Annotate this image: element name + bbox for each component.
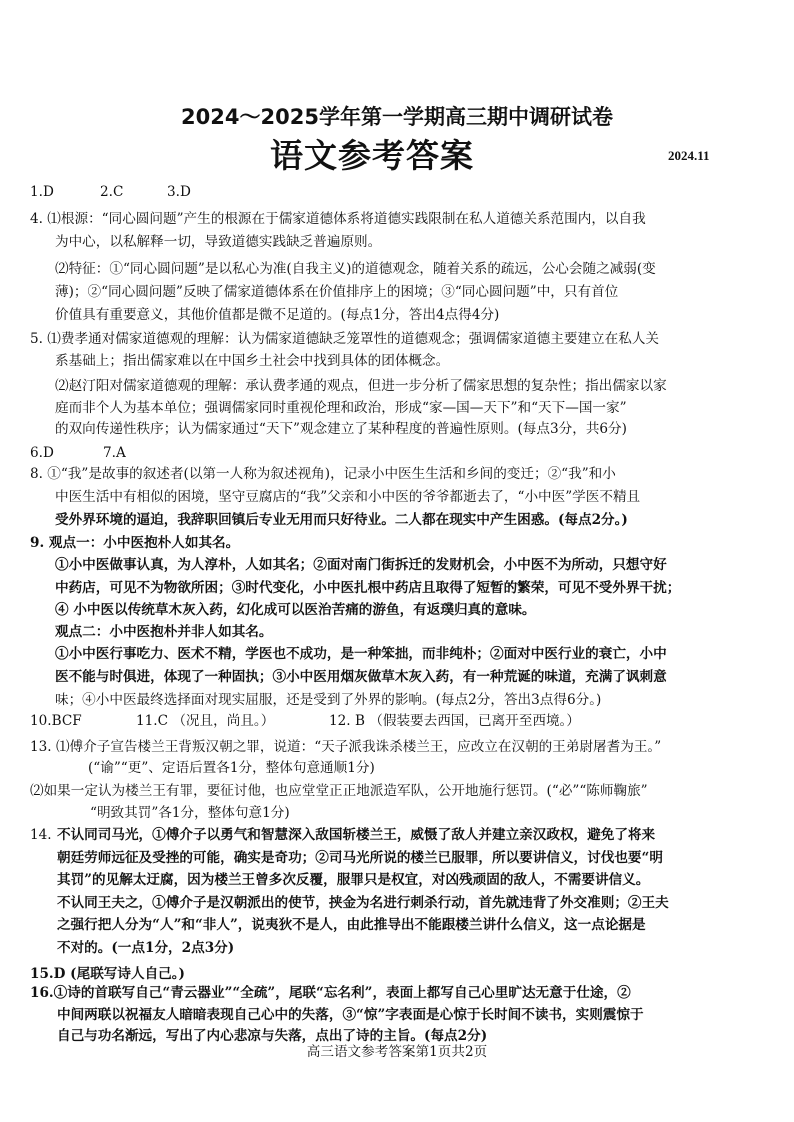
- answer-line: 受外界环境的逼迫，我辞职回镇后专业无用而只好待业。二人都在现实中产生困惑。(每点2分。): [55, 512, 628, 528]
- answer-line: 中药店，可见不为物欲所困；③时代变化，小中医扎根中药店且取得了短暂的繁荣，可见不受外界干扰；: [55, 580, 681, 596]
- answer-line: 15.D (尾联写诗人自己。): [30, 966, 185, 982]
- answer-line: 5. ⑴费孝通对儒家道德观的理解：认为儒家道德缺乏笼罩性的道德观念；强调儒家道德主要建立在私人关: [30, 331, 660, 347]
- answer-line: 薄)；②“同心圆问题”反映了儒家道德体系在价值排序上的困境；③“同心圆问题”中，只有首位: [55, 284, 619, 300]
- answer-line: 味；④小中医最终选择面对现实屈服，还是受到了外界的影响。(每点2分，答出3点得6分。): [55, 692, 602, 708]
- answer-line: ①小中医行事吃力、医术不精，学医也不成功，是一种笨拙，而非纯朴；②面对中医行业的衰亡，小中: [55, 646, 667, 662]
- answer-line: 11.C （况且，尚且。）: [136, 713, 275, 729]
- answer-line: 价值具有重要意义，其他价值都是微不足道的。(每点1分，答出4点得4分): [55, 307, 500, 323]
- answer-line: 不认同王夫之，①傅介子是汉朝派出的使节，挟金为名进行刺杀行动，首先就违背了外交准则；②王夫: [57, 895, 669, 911]
- answer-line: ①小中医做事认真，为人淳朴，人如其名；②面对南门街拆迁的发财机会，小中医不为所动，只想守好: [55, 557, 667, 573]
- answer-line: 朝廷劳师远征及受挫的可能，确实是奇功；②司马光所说的楼兰已服罪，所以要讲信义，讨伐也要“明: [57, 850, 663, 866]
- answer-line: 8. ①“我”是故事的叙述者(以第一人称为叙述视角)，记录小中医生生活和乡间的变迁；②“我”和小: [30, 466, 616, 482]
- answer-line: 中间两联以祝福友人暗暗表现自己心中的失落，③“惊”字表面是心惊于长时间不读书，实则震惊于: [57, 1007, 644, 1023]
- answer-line: 9. 观点一：小中医抱朴人如其名。: [30, 535, 240, 551]
- answer-line: 之强行把人分为“人”和“非人”，说夷狄不是人，由此推导出不能跟楼兰讲什么信义，这一点论据是: [57, 917, 646, 933]
- answer-line: 中医生活中有相似的困境，坚守豆腐店的“我”父亲和小中医的爷爷都逝去了，“小中医”学医不精且: [55, 489, 641, 505]
- answer-line: 16.①诗的首联写自己“青云器业”“全疏”，尾联“忘名利”，表面上都写自己心里旷达无意于仕途，②: [30, 985, 631, 1001]
- answer-line: 2.C: [100, 184, 124, 200]
- answer-line: 3.D: [167, 184, 191, 200]
- answer-line: “明致其罚”各1分，整体句意1分): [90, 805, 290, 821]
- answer-line: 观点二：小中医抱朴并非人如其名。: [55, 624, 273, 640]
- answer-key-title: 语文参考答案: [270, 136, 474, 175]
- answer-line: 不认同司马光，①傅介子以勇气和智慧深入敌国斩楼兰王，威慑了敌人并建立亲汉政权，避免了将来: [57, 827, 656, 843]
- answer-line: 4. ⑴根源：“同心圆问题”产生的根源在于儒家道德体系将道德实践限制在私人道德关系范围内，以自我: [30, 211, 646, 227]
- answer-line: (“谕”“更”、定语后置各1分，整体句意通顺1分): [88, 760, 375, 776]
- exam-title: 2024～2025学年第一学期高三期中调研试卷: [181, 105, 613, 129]
- answer-line: 为中心，以私解释一切，导致道德实践缺乏普遍原则。: [55, 234, 382, 250]
- answer-line: ⑵赵汀阳对儒家道德观的理解：承认费孝通的观点，但进一步分析了儒家思想的复杂性；指出儒家以家: [55, 378, 667, 394]
- answer-line: 不对的。(一点1分，2点3分): [57, 940, 235, 956]
- answer-line: 7.A: [103, 445, 126, 461]
- answer-line: ④ 小中医以传统草木灰入药，幻化成可以医治苦痛的游鱼，有返璞归真的意味。: [55, 602, 536, 618]
- answer-line: 6.D: [30, 445, 54, 461]
- answer-line: 12. B （假装要去西国，已离开至西境。）: [329, 713, 580, 729]
- exam-date: 2024.11: [668, 148, 710, 163]
- answer-line: 系基础上；指出儒家难以在中国乡土社会中找到具体的团体概念。: [55, 353, 450, 369]
- answer-line: 14.: [30, 827, 52, 843]
- answer-line: ⑵如果一定认为楼兰王有罪，要征讨他，也应堂堂正正地派造军队，公开地施行惩罚。(“必”“陈师鞠旅”: [30, 783, 648, 799]
- page-footer: 高三语文参考答案第1页共2页: [306, 1044, 488, 1060]
- answer-line: 自己与功名渐远，写出了内心悲凉与失落，点出了诗的主旨。(每点2分): [57, 1028, 488, 1044]
- answer-line: 1.D: [30, 184, 54, 200]
- answer-line: 的双向传递性秩序；认为儒家通过“天下”观念建立了某种程度的普遍性原则。(每点3分，共6分): [55, 421, 627, 437]
- answer-line: 其罚”的见解太迂腐，因为楼兰王曾多次反覆，服罪只是权宜，对凶残顽固的敌人，不需要讲信义。: [57, 872, 650, 888]
- answer-line: ⑵特征：①“同心圆问题”是以私心为准(自我主义)的道德观念，随着关系的疏远，公心会随之减弱(变: [55, 261, 656, 277]
- answer-line: 庭而非个人为基本单位；强调儒家同时重视伦理和政治，形成“家—国—天下”和“天下—国一家”: [55, 400, 627, 416]
- answer-line: 10.BCF: [30, 713, 82, 729]
- answer-line: 13. ⑴傅介子宣告楼兰王背叛汉朝之罪，说道：“天子派我诛杀楼兰王，应改立在汉朝的王弟尉屠耆为王。”: [30, 739, 662, 755]
- answer-line: 医不能与时俱进，体现了一种固执；③小中医用烟灰做草木灰入药，有一种荒诞的味道，充满了讽刺意: [55, 669, 667, 685]
